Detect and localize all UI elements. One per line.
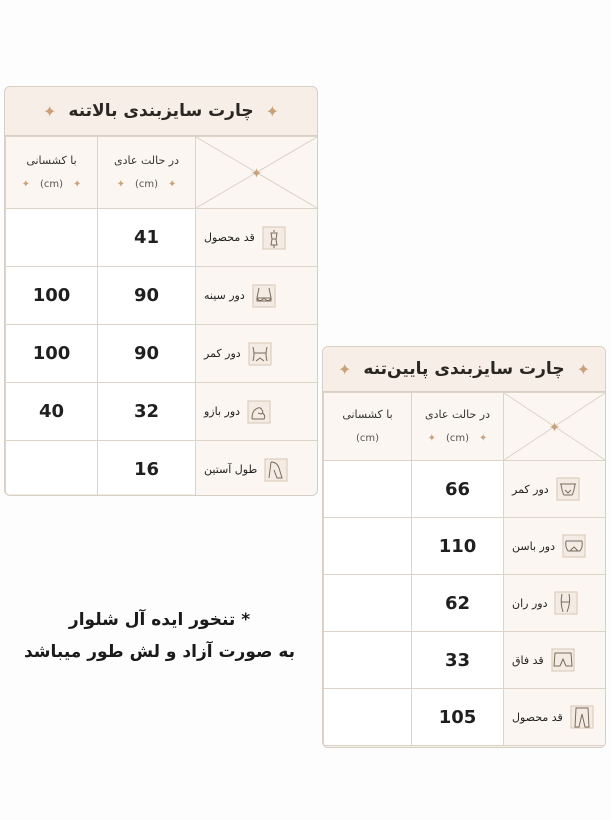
shorts-icon: [550, 647, 576, 673]
sparkle-icon: ✦: [338, 359, 352, 379]
table-row: دور باسن 110: [324, 518, 606, 575]
sparkle-icon: ✦: [576, 359, 590, 379]
value-stretch: 40: [38, 401, 65, 422]
bra-icon: [251, 283, 277, 309]
value-normal: 110: [438, 535, 477, 557]
pants-icon: [569, 704, 595, 730]
dress-form-icon: [261, 225, 287, 251]
lower-size-table: [323, 392, 606, 746]
corner-cell: [504, 393, 606, 461]
fit-note-line-1: * تنخور ایده آل شلوار: [68, 610, 251, 630]
sleeve-icon: [263, 457, 289, 483]
value-stretch: 100: [32, 343, 71, 364]
table-row: قد فاق 33: [324, 632, 606, 689]
value-normal: 105: [438, 706, 477, 728]
table-row: قد محصول 41: [6, 209, 318, 267]
value-normal: 41: [133, 227, 160, 248]
table-row: دور بازو 32 40: [6, 383, 318, 441]
sparkle-icon: ✦: [548, 420, 561, 436]
column-header-stretch: با کشسانی (cm): [324, 393, 412, 461]
upper-chart-header: [5, 87, 317, 136]
hip-icon: [561, 533, 587, 559]
column-header-normal: در حالت عادی ✦ (cm) ✦: [98, 137, 196, 209]
corner-cell: [196, 137, 318, 209]
table-row: طول آستین 16: [6, 441, 318, 497]
lower-chart-header: [323, 347, 605, 392]
sparkle-icon: ✦: [250, 166, 263, 182]
value-normal: 33: [444, 649, 471, 671]
fit-note: [22, 604, 297, 668]
upper-size-chart: [4, 86, 318, 496]
sparkle-icon: ✦: [43, 101, 57, 121]
thigh-icon: [553, 590, 579, 616]
value-normal: 16: [133, 459, 160, 480]
sparkle-icon: ✦: [265, 101, 279, 121]
upper-chart-title: چارت سایزبندی بالاتنه: [68, 101, 254, 121]
waist-icon: [555, 476, 581, 502]
table-row: دور کمر 66: [324, 461, 606, 518]
value-stretch: 100: [32, 285, 71, 306]
lower-size-chart: [322, 346, 606, 748]
column-header-normal: در حالت عادی ✦ (cm) ✦: [412, 393, 504, 461]
value-normal: 62: [444, 592, 471, 614]
value-normal: 66: [444, 478, 471, 500]
arm-icon: [246, 399, 272, 425]
upper-size-table: [5, 136, 318, 496]
table-row: قد محصول 105: [324, 689, 606, 746]
value-normal: 32: [133, 401, 160, 422]
table-row: دور سینه 90 100: [6, 267, 318, 325]
value-normal: 90: [133, 285, 160, 306]
lower-chart-title: چارت سایزبندی پایین‌تنه: [363, 359, 565, 379]
table-row: دور ران 62: [324, 575, 606, 632]
column-header-stretch: با کشسانی ✦ (cm) ✦: [6, 137, 98, 209]
fit-note-line-2: به صورت آزاد و لش طور میباشد: [23, 642, 296, 662]
waist-icon: [247, 341, 273, 367]
table-row: دور کمر 90 100: [6, 325, 318, 383]
value-normal: 90: [133, 343, 160, 364]
